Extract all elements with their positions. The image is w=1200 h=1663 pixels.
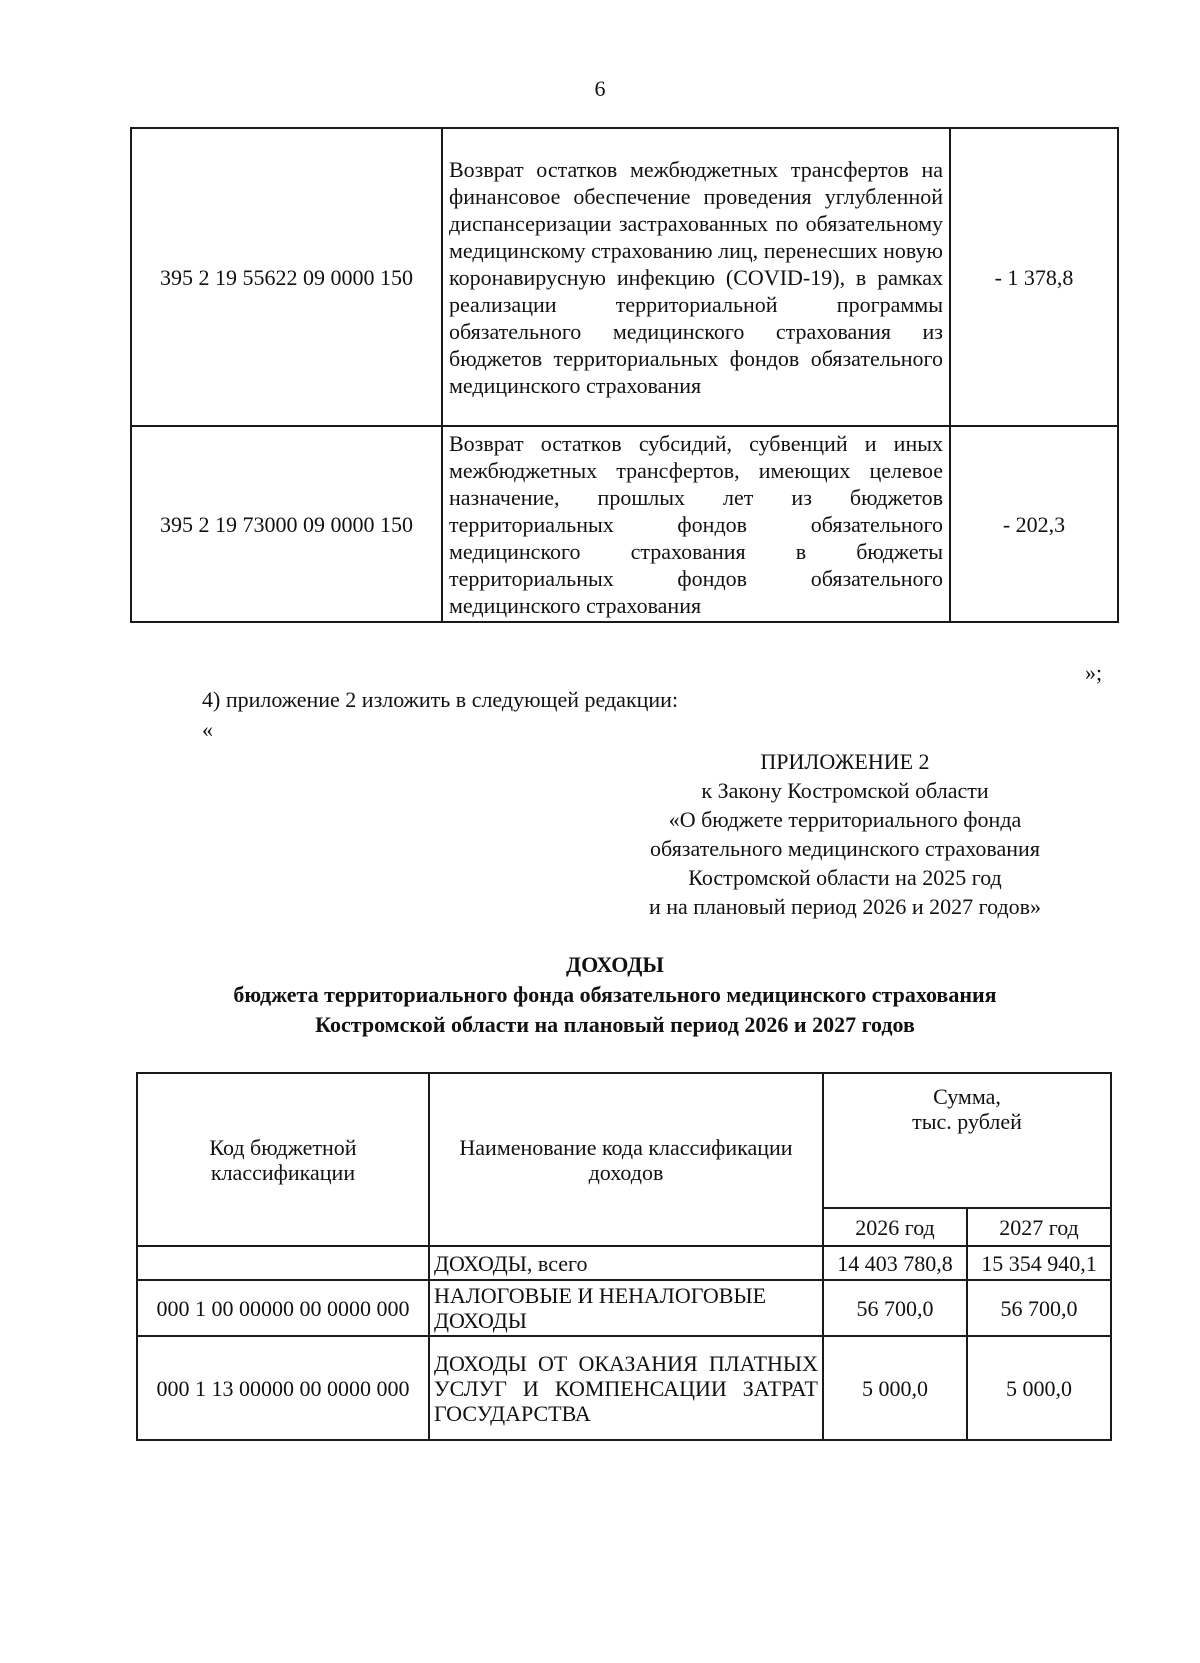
opening-quote: « — [202, 717, 213, 742]
table-row — [131, 128, 1118, 426]
amount-cell: - 202,3 — [950, 426, 1118, 622]
header-code: Код бюджетной классификации — [137, 1073, 429, 1246]
header-year-2026: 2026 год — [823, 1208, 967, 1246]
header-name: Наименование кода классификации доходов — [429, 1073, 823, 1246]
appendix-line: «О бюджете территориального фонда — [668, 807, 1022, 832]
value-2026-cell: 14 403 780,8 — [823, 1246, 967, 1280]
appendix-line: и на плановый период 2026 и 2027 годов» — [648, 894, 1042, 919]
budget-code-cell: 395 2 19 55622 09 0000 150 — [131, 128, 442, 426]
table-row — [137, 1336, 1111, 1440]
heading-line: Костромской области на плановый период 2026 и 2027 годов — [315, 1012, 915, 1037]
value-2026-cell: 5 000,0 — [823, 1336, 967, 1440]
table-header-row — [137, 1073, 1111, 1208]
header-sum — [823, 1073, 1111, 1208]
description-cell: НАЛОГОВЫЕ И НЕНАЛОГОВЫЕ ДОХОДЫ — [429, 1280, 823, 1336]
heading-title: ДОХОДЫ — [565, 952, 665, 977]
value-2027-cell: 15 354 940,1 — [967, 1246, 1111, 1280]
budget-code-cell: 000 1 13 00000 00 0000 000 — [137, 1336, 429, 1440]
description-cell: ДОХОДЫ ОТ ОКАЗАНИЯ ПЛАТНЫХ УСЛУГ И КОМПЕНСАЦИИ ЗАТРАТ ГОСУДАРСТВА — [429, 1336, 823, 1440]
closing-quote: »; — [1085, 660, 1103, 685]
budget-code-cell: 395 2 19 73000 09 0000 150 — [131, 426, 442, 622]
heading-line: бюджета территориального фонда обязательного медицинского страхования — [233, 982, 997, 1007]
appendix-line: к Закону Костромской области — [701, 778, 989, 803]
budget-code-cell: 000 1 00 00000 00 0000 000 — [137, 1280, 429, 1336]
table-row — [137, 1246, 1111, 1280]
header-year-2027: 2027 год — [967, 1208, 1111, 1246]
description-cell: Возврат остатков межбюджетных трансфертов на финансовое обеспечение проведения углубленной диспансеризации застрахованных по обязательному медицинскому страхованию лиц, перенесших новую коронавирусную инфекцию (COVID-19), в рамках реализации территориальной программы обязательного медицинского страхования из бюджетов территориальных фондов обязательного медицинского страхования — [442, 128, 950, 426]
value-2026-cell: 56 700,0 — [823, 1280, 967, 1336]
table-row — [137, 1280, 1111, 1336]
appendix-title: ПРИЛОЖЕНИЕ 2 — [760, 749, 930, 774]
value-2027-cell: 5 000,0 — [967, 1336, 1111, 1440]
appendix-line: обязательного медицинского страхования — [650, 836, 1040, 861]
description-cell: Возврат остатков субсидий, субвенций и иных межбюджетных трансфертов, имеющих целевое назначение, прошлых лет из бюджетов территориальных фондов обязательного медицинского страхования в бюджеты территориальных фондов обязательного медицинского страхования — [442, 426, 950, 622]
amendment-item-text: 4) приложение 2 изложить в следующей редакции: — [202, 687, 679, 712]
header-sum-line: тыс. рублей — [912, 1109, 1022, 1134]
continuation-table — [130, 127, 1119, 623]
income-table — [136, 1072, 1112, 1441]
description-cell: ДОХОДЫ, всего — [429, 1246, 823, 1280]
budget-code-cell — [137, 1246, 429, 1280]
appendix-line: Костромской области на 2025 год — [688, 865, 1002, 890]
amount-cell: - 1 378,8 — [950, 128, 1118, 426]
value-2027-cell: 56 700,0 — [967, 1280, 1111, 1336]
table-row — [131, 426, 1118, 622]
page-number: 6 — [594, 76, 606, 101]
header-sum-line: Сумма, — [933, 1084, 1001, 1109]
appendix-block — [590, 747, 1100, 921]
document-heading — [0, 950, 1200, 1040]
